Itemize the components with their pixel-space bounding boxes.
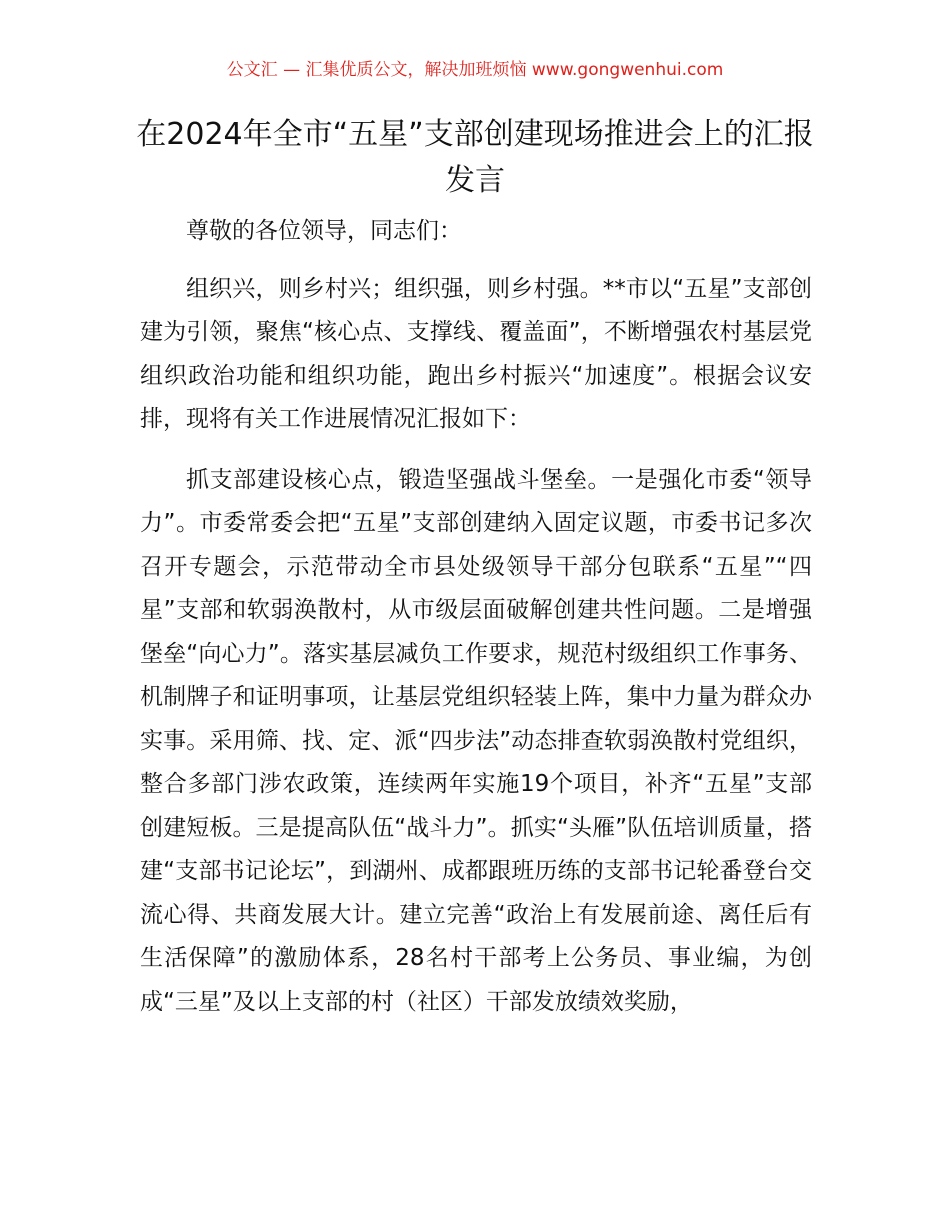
site-banner: 公文汇 — 汇集优质公文，解决加班烦恼 www.gongwenhui.com [226, 60, 724, 80]
paragraph-intro: 组织兴，则乡村兴；组织强，则乡村强。**市以“五星”支部创建为引领，聚焦“核心点、支撑线、覆盖面”，不断增强农村基层党组织政治功能和组织功能，跑出乡村振兴“加速度”。根据会议安排，现将有关工作进展情况汇报如下： [140, 275, 812, 432]
document-title: 在2024年全市“五星”支部创建现场推进会上的汇报发言 [136, 117, 814, 198]
document-body [140, 210, 812, 1024]
salutation: 尊敬的各位领导，同志们： [186, 218, 462, 244]
paragraph-core-point: 抓支部建设核心点，锻造坚强战斗堡垒。一是强化市委“领导力”。市委常委会把“五星”支部创建纳入固定议题，市委书记多次召开专题会，示范带动全市县处级领导干部分包联系“五星”“四星”支部和软弱涣散村，从市级层面破解创建共性问题。二是增强堡垒“向心力”。落实基层减负工作要求，规范村级组织工作事务、机制牌子和证明事项，让基层党组织轻装上阵，集中力量为群众办实事。采用筛、找、定、派“四步法”动态排查软弱涣散村党组织，整合多部门涉农政策，连续两年实施19个项目，补齐“五星”支部创建短板。三是提高队伍“战斗力”。抓实“头雁”队伍培训质量，搭建“支部书记论坛”，到湖州、成都跟班历练的支部书记轮番登台交流心得、共商发展大计。建立完善“政治上有发展前途、离任后有生活保障”的激励体系，28名村干部考上公务员、事业编，为创成“三星”及以上支部的村（社区）干部发放绩效奖励， [140, 466, 812, 1015]
